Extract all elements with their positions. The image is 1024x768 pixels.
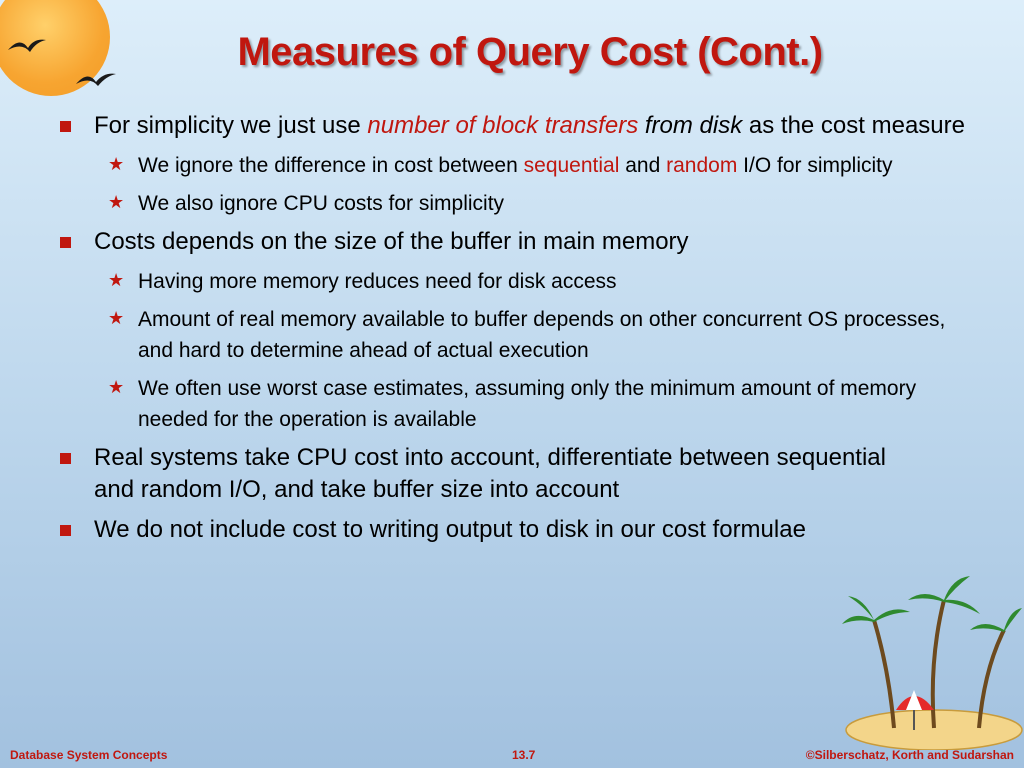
- footer-left: Database System Concepts: [10, 748, 168, 762]
- bullet-text: as the cost measure: [742, 112, 965, 139]
- bullet-item: [56, 442, 924, 506]
- bird-icon: [6, 34, 48, 56]
- sub-bullet-item: [56, 373, 966, 435]
- bullet-item: [56, 226, 966, 258]
- bullet-list: [56, 110, 966, 554]
- sub-bullet-text: We ignore the difference in cost between: [138, 154, 524, 177]
- bullet-square-icon: [60, 525, 71, 536]
- bullet-item: [56, 514, 854, 546]
- bullet-square-icon: [60, 121, 71, 132]
- sub-bullet-text: We also ignore CPU costs for simplicity: [138, 192, 505, 215]
- emphasis-text: from disk: [638, 112, 743, 139]
- sub-bullet-text: Having more memory reduces need for disk access: [138, 270, 617, 293]
- sub-bullet-text: We often use worst case estimates, assuming only the minimum amount of memory needed for the operation is available: [138, 377, 917, 431]
- bullet-text: We do not include cost to writing output to disk in our cost formulae: [94, 516, 806, 543]
- sub-bullet-item: [56, 266, 966, 297]
- bullet-text: Real systems take CPU cost into account, differentiate between sequential and random I/O, and take buffer size into account: [94, 444, 886, 503]
- bullet-star-icon: ★: [108, 270, 125, 290]
- sub-bullet-item: [56, 304, 966, 366]
- bullet-star-icon: ★: [108, 377, 125, 397]
- sub-bullet-text: I/O for simplicity: [737, 154, 893, 177]
- bullet-text: For simplicity we just use: [94, 112, 368, 139]
- highlight-text: random: [666, 154, 738, 177]
- slide-title: Measures of Query Cost (Cont.): [237, 30, 823, 74]
- bird-icon: [74, 68, 118, 90]
- bullet-text: Costs depends on the size of the buffer in main memory: [94, 228, 689, 255]
- highlight-text: sequential: [523, 154, 620, 177]
- bullet-item: [56, 110, 966, 142]
- bullet-star-icon: ★: [108, 308, 125, 328]
- emphasis-text: number of block transfers: [367, 112, 639, 139]
- footer-right: ©Silberschatz, Korth and Sudarshan: [805, 748, 1014, 762]
- sub-bullet-text: Amount of real memory available to buffer depends on other concurrent OS processes, and hard to determine ahead of actual execution: [138, 308, 946, 362]
- bullet-square-icon: [60, 453, 71, 464]
- footer-page-number: 13.7: [512, 748, 536, 762]
- bullet-star-icon: ★: [108, 154, 125, 174]
- bullet-square-icon: [60, 237, 71, 248]
- palm-island-icon: [834, 560, 1024, 750]
- bullet-star-icon: ★: [108, 192, 125, 212]
- sub-bullet-item: [56, 188, 966, 219]
- sub-bullet-text: and: [619, 154, 667, 177]
- sub-bullet-item: [56, 150, 966, 181]
